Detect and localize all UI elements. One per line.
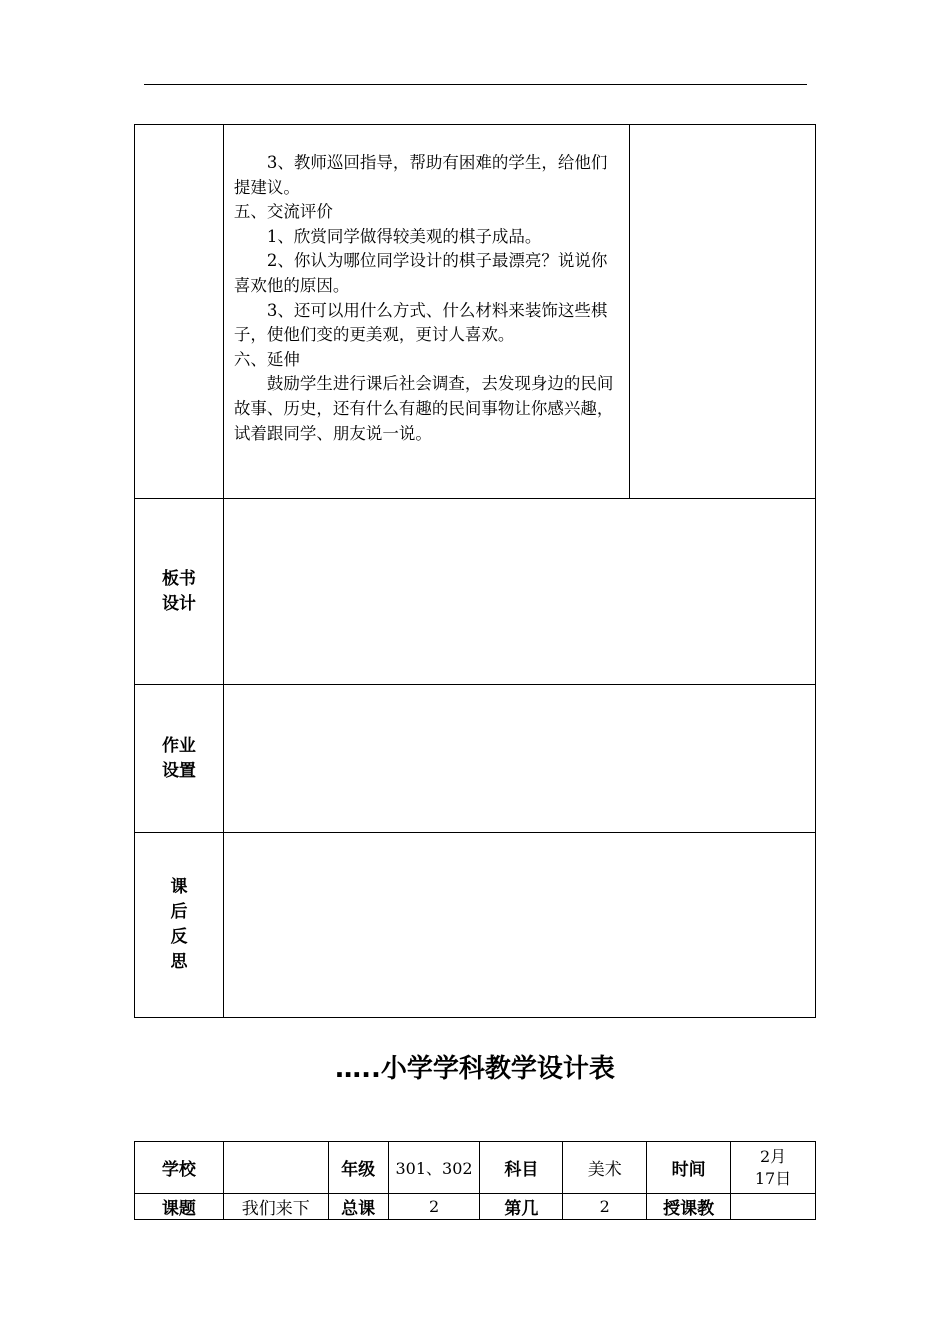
teacher-label: 授课教	[647, 1194, 731, 1220]
lesson-plan-table	[134, 124, 816, 1018]
grade-label: 年级	[328, 1142, 388, 1194]
lesson-number-value: 2	[563, 1194, 647, 1220]
lesson-info-table	[134, 1141, 816, 1220]
homework-label	[135, 685, 224, 833]
board-design-row	[135, 499, 816, 685]
grade-value: 301、302	[388, 1142, 480, 1194]
homework-content	[223, 685, 815, 833]
reflection-label-line: 思	[170, 952, 188, 972]
form-title: …..小学学科教学设计表	[335, 1054, 615, 1084]
info-row-1	[135, 1142, 816, 1194]
header-rule	[144, 84, 807, 85]
reflection-row	[135, 833, 816, 1018]
reflection-label-line: 反	[170, 927, 188, 947]
homework-row	[135, 685, 816, 833]
reflection-label-line: 后	[170, 902, 188, 922]
time-value-line: 2月	[759, 1146, 787, 1166]
process-text: 3、教师巡回指导，帮助有困难的学生，给他们提建议。 五、交流评价 1、欣赏同学做得较美观的棋子成品。 2、你认为哪位同学设计的棋子最漂亮？说说你喜欢他的原因。 3、还可以用什么方式、什么材料来装饰这些棋子，使他们变的更美观，更讨人喜欢。 六、延伸 鼓励学生进行课后社会调查，去发现身边的民间故事、历史，还有什么有趣的民间事物让你感兴趣，试着跟同学、朋友说一说。	[223, 125, 629, 499]
total-lessons-value: 2	[388, 1194, 480, 1220]
total-lessons-label: 总课	[328, 1194, 388, 1220]
board-design-label-line: 设计	[161, 593, 196, 614]
process-label-cell	[135, 125, 224, 499]
school-value	[223, 1142, 328, 1194]
lesson-number-label: 第几	[480, 1194, 563, 1220]
process-notes-cell	[630, 125, 816, 499]
info-row-2	[135, 1194, 816, 1220]
board-design-label-line: 板书	[161, 568, 196, 589]
homework-label-line: 设置	[161, 760, 196, 781]
reflection-label	[135, 833, 224, 1018]
topic-value: 我们来下	[223, 1194, 328, 1220]
homework-label-line: 作业	[161, 735, 196, 756]
process-row	[135, 125, 816, 499]
time-value-line: 17日	[754, 1168, 792, 1188]
board-design-content	[223, 499, 815, 685]
subject-label: 科目	[480, 1142, 563, 1194]
school-label: 学校	[135, 1142, 224, 1194]
reflection-label-line: 课	[170, 877, 188, 897]
time-label: 时间	[647, 1142, 731, 1194]
reflection-content	[223, 833, 815, 1018]
topic-label: 课题	[135, 1194, 224, 1220]
teacher-value	[731, 1194, 816, 1220]
board-design-label	[135, 499, 224, 685]
subject-value: 美术	[563, 1142, 647, 1194]
time-value	[731, 1142, 816, 1194]
